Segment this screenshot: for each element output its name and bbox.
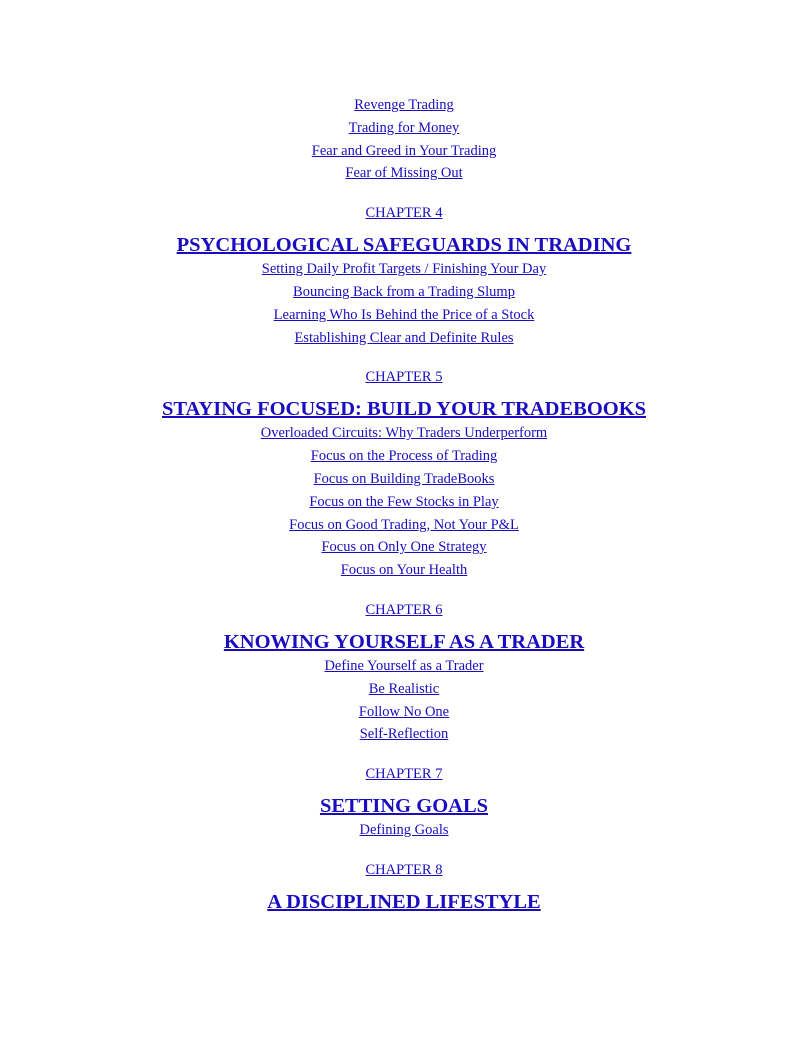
toc-link-trading-for-money[interactable]: Trading for Money (348, 119, 460, 136)
chapter-6-block (0, 599, 808, 746)
chapter-7-title-link[interactable]: SETTING GOALS (319, 795, 489, 818)
toc-link-defining-goals[interactable]: Defining Goals (359, 822, 449, 839)
toc-link-focus-health[interactable]: Focus on Your Health (340, 562, 468, 579)
chapter-8-label-link[interactable]: CHAPTER 8 (365, 861, 443, 878)
chapter-8-title-link[interactable]: A DISCIPLINED LIFESTYLE (267, 890, 541, 913)
toc-link-revenge-trading[interactable]: Revenge Trading (354, 97, 454, 113)
chapter-5-title-link[interactable]: STAYING FOCUSED: BUILD YOUR TRADEBOOKS (161, 398, 647, 421)
chapter-5-block (0, 366, 808, 582)
toc-link-focus-stocks-in-play[interactable]: Focus on the Few Stocks in Play (309, 493, 499, 510)
chapter-4-block (0, 202, 808, 349)
toc-link-focus-one-strategy[interactable]: Focus on Only One Strategy (321, 539, 487, 556)
chapter-4-section-list (0, 258, 808, 349)
toc-link-fear-of-missing-out[interactable]: Fear of Missing Out (345, 165, 463, 182)
chapter-3-section-list (0, 94, 808, 185)
chapter-4-label-link[interactable]: CHAPTER 4 (365, 205, 443, 222)
chapter-5-section-list (0, 422, 808, 582)
chapter-4-title-link[interactable]: PSYCHOLOGICAL SAFEGUARDS IN TRADING (176, 234, 632, 257)
toc-link-who-is-behind-price[interactable]: Learning Who Is Behind the Price of a Stock (273, 306, 535, 323)
toc-link-self-reflection[interactable]: Self-Reflection (359, 726, 449, 743)
toc-link-fear-and-greed[interactable]: Fear and Greed in Your Trading (311, 142, 497, 159)
chapter-8-block (0, 859, 808, 915)
chapter-7-label-link[interactable]: CHAPTER 7 (365, 766, 443, 783)
chapter-7-section-list (0, 819, 808, 842)
toc-link-follow-no-one[interactable]: Follow No One (358, 703, 450, 720)
chapter-6-section-list (0, 655, 808, 746)
toc-link-daily-profit-targets[interactable]: Setting Daily Profit Targets / Finishing Your Day (261, 261, 547, 278)
toc-link-focus-tradebooks[interactable]: Focus on Building TradeBooks (313, 470, 495, 487)
toc-link-clear-definite-rules[interactable]: Establishing Clear and Definite Rules (294, 329, 514, 346)
toc-link-be-realistic[interactable]: Be Realistic (368, 680, 440, 697)
toc-link-overloaded-circuits[interactable]: Overloaded Circuits: Why Traders Underperform (260, 425, 548, 442)
toc-link-define-yourself[interactable]: Define Yourself as a Trader (324, 657, 484, 674)
toc-link-focus-good-trading[interactable]: Focus on Good Trading, Not Your P&L (289, 516, 519, 533)
toc-link-focus-process[interactable]: Focus on the Process of Trading (310, 448, 498, 465)
toc-link-bouncing-back[interactable]: Bouncing Back from a Trading Slump (293, 283, 515, 300)
chapter-7-block (0, 763, 808, 842)
chapter-6-label-link[interactable]: CHAPTER 6 (365, 601, 443, 618)
chapter-5-label-link[interactable]: CHAPTER 5 (365, 369, 443, 386)
chapter-6-title-link[interactable]: KNOWING YOURSELF AS A TRADER (223, 630, 585, 653)
